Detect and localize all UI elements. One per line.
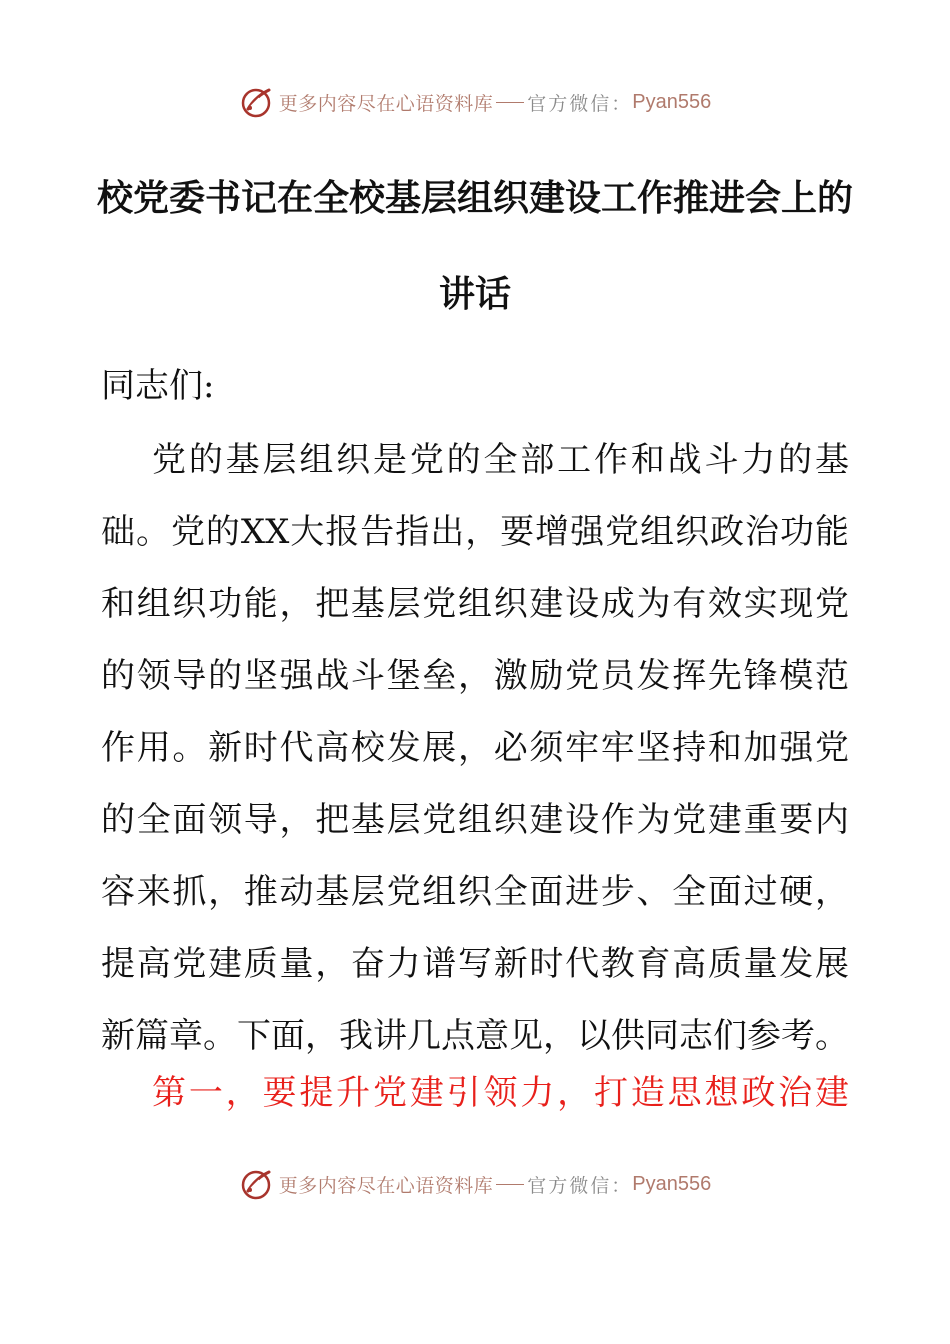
paragraph-line: 的全面领导，把基层党组织建设作为党建重要内 bbox=[101, 800, 849, 840]
logo-icon bbox=[239, 84, 275, 120]
watermark-divider bbox=[496, 102, 524, 103]
paragraph-line: 作用。新时代高校发展，必须牢牢坚持和加强党 bbox=[101, 728, 849, 768]
paragraph-line: 的领导的坚强战斗堡垒，激励党员发挥先锋模范 bbox=[101, 656, 849, 696]
document-title-line-1: 校党委书记在全校基层组织建设工作推进会上的 bbox=[96, 178, 853, 219]
watermark-wechat-id: Pyan556 bbox=[632, 1172, 712, 1195]
logo-icon bbox=[239, 1166, 275, 1202]
document-title-line-2: 讲话 bbox=[438, 274, 511, 315]
paragraph-line: 础。党的XX大报告指出，要增强党组织政治功能 bbox=[101, 512, 849, 552]
paragraph-line: 和组织功能，把基层党组织建设成为有效实现党 bbox=[101, 584, 849, 624]
paragraph-line: 新篇章。下面，我讲几点意见，以供同志们参考。 bbox=[101, 1016, 849, 1056]
watermark-banner-top bbox=[0, 80, 950, 124]
watermark-text: 更多内容尽在心语资料库 bbox=[278, 1174, 494, 1197]
paragraph-line: 党的基层组织是党的全部工作和战斗力的基 bbox=[152, 440, 849, 480]
paragraph-line: 提高党建质量，奋力谱写新时代教育高质量发展 bbox=[101, 944, 849, 984]
watermark-wechat-label: 官方微信： bbox=[527, 92, 633, 115]
watermark-banner-bottom bbox=[0, 1162, 950, 1206]
greeting: 同志们: bbox=[101, 366, 215, 406]
watermark-text: 更多内容尽在心语资料库 bbox=[278, 92, 494, 115]
section-heading: 第一，要提升党建引领力，打造思想政治建 bbox=[152, 1073, 849, 1113]
paragraph-line: 容来抓，推动基层党组织全面进步、全面过硬， bbox=[101, 872, 849, 912]
watermark-divider bbox=[496, 1184, 524, 1185]
watermark-wechat-label: 官方微信： bbox=[527, 1174, 633, 1197]
watermark-wechat-id: Pyan556 bbox=[632, 90, 712, 113]
